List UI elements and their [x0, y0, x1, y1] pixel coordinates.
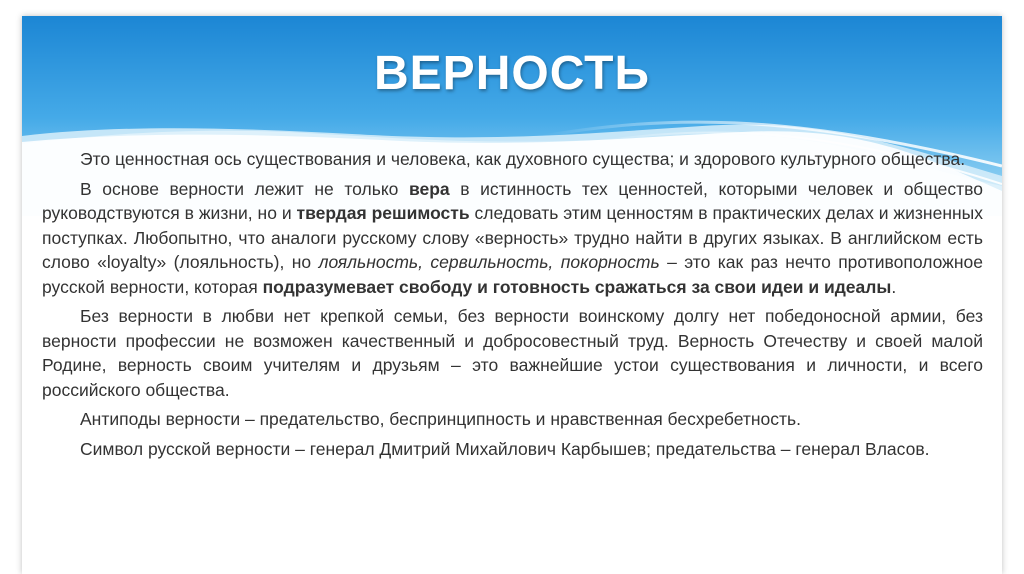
paragraph [42, 177, 983, 300]
body-text [42, 147, 983, 466]
text-run: . [891, 276, 897, 297]
bold-text: твердая решимость [296, 203, 470, 223]
text-run: В основе верности лежит не только [80, 178, 409, 199]
text-run: Символ русской верности – генерал Дмитрий Михайлович Карбышев; предательства – генерал Власов. [80, 438, 930, 459]
paragraph [42, 437, 983, 462]
text-run: следовать этим ценностям в практических делах и жизненных поступках. Любопытно, что аналоги русскому слову «верность» трудно найти в других языках. В английском есть слово «loyalty» (лояльность), но [42, 203, 983, 272]
slide-title: ВЕРНОСТЬ [374, 47, 650, 100]
slide [22, 16, 1002, 574]
paragraph [42, 147, 983, 172]
bold-text: вера [408, 178, 450, 199]
bold-text: подразумевает свободу и готовность сражаться за свои идеи и идеалы [262, 276, 892, 297]
paragraph [42, 407, 983, 432]
paragraph [42, 304, 983, 402]
text-run: Антиподы верности – предательство, беспринципность и нравственная бесхребетность. [80, 409, 802, 429]
italic-text: лояльность, сервильность, покорность [318, 252, 660, 272]
text-run: Это ценностная ось существования и человека, как духовного существа; и здорового культурного общества. [80, 149, 966, 169]
text-run: Без верности в любви нет крепкой семьи, без верности воинскому долгу нет победоносной армии, без верности профессии не возможен качественный и добросовестный труд. Верность Отечеству и своей малой Родине, верность своим учителям и друзьям – это важнейшие устои существования и личности, и всего российского общества. [42, 306, 983, 400]
text-run: в истинность тех ценностей, которыми человек и общество руководствуются в жизни, но и [42, 178, 983, 223]
text-run: – это как раз нечто противоположное русской верности, которая [42, 252, 983, 297]
